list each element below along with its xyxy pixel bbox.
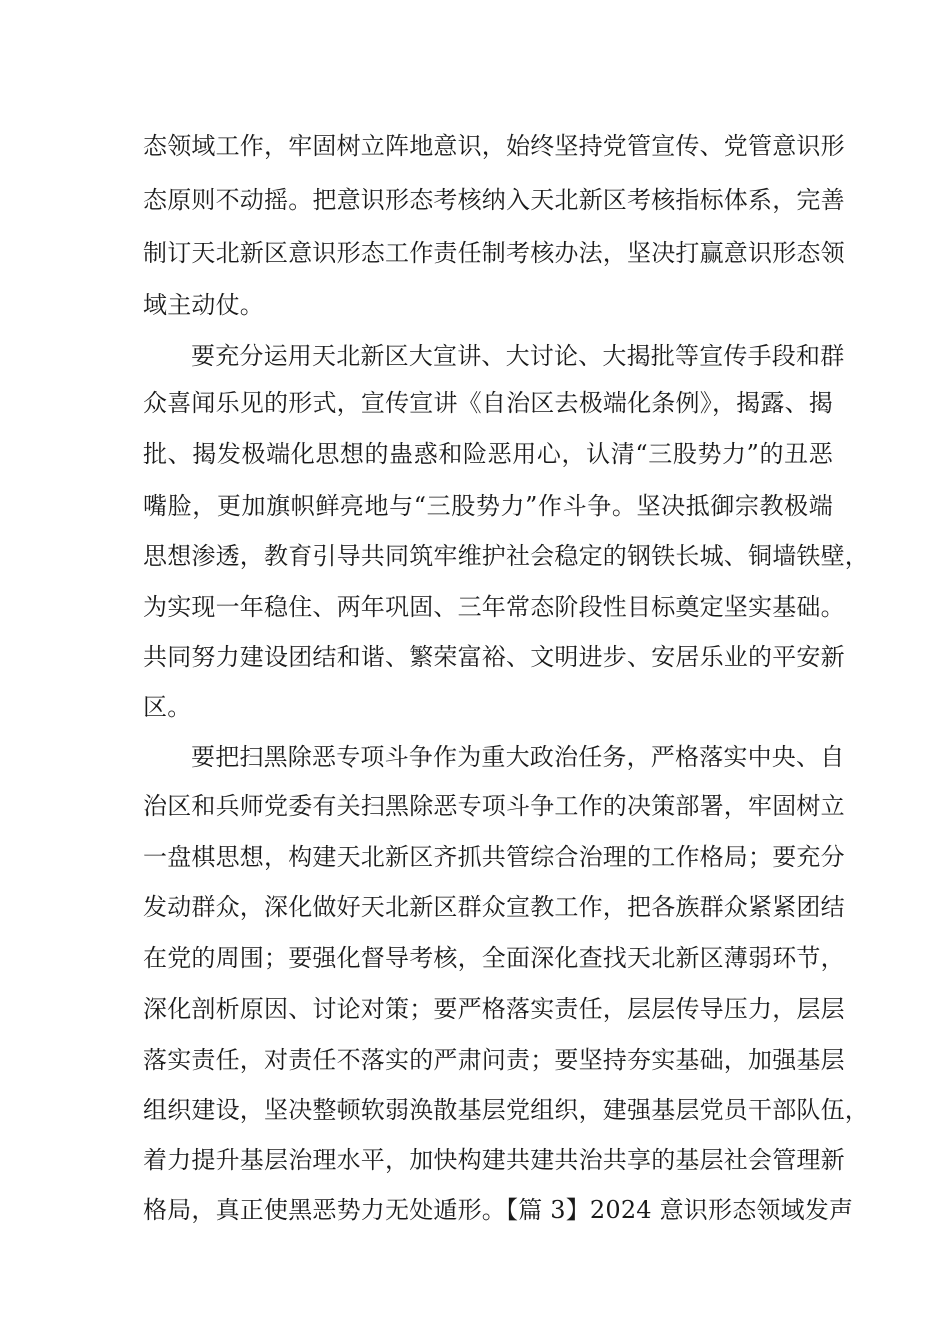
text-line: 落实责任，对责任不落实的严肃问责；要坚持夯实基础，加强基层 (143, 1046, 845, 1074)
text-line: 一盘棋思想，构建天北新区齐抓共管综合治理的工作格局；要充分 (143, 843, 845, 871)
text-line: 组织建设，坚决整顿软弱涣散基层党组织，建强基层党员干部队伍， (143, 1096, 869, 1124)
text-line: 批、揭发极端化思想的蛊惑和险恶用心，认清“三股势力”的丑恶 (143, 440, 833, 468)
text-line: 制订天北新区意识形态工作责任制考核办法，坚决打赢意识形态领 (143, 239, 845, 267)
text-line: 深化剖析原因、讨论对策；要严格落实责任，层层传导压力，层层 (143, 995, 845, 1023)
text-line: 嘴脸，更加旗帜鲜亮地与“三股势力”作斗争。坚决抵御宗教极端 (143, 492, 833, 520)
text-line: 态原则不动摇。把意识形态考核纳入天北新区考核指标体系，完善 (143, 186, 845, 214)
text-line: 格局，真正使黑恶势力无处遁形。【篇 3】2024 意识形态领域发声 (143, 1196, 854, 1224)
text-line: 治区和兵师党委有关扫黑除恶专项斗争工作的决策部署，牢固树立 (143, 792, 845, 820)
text-line: 态领域工作，牢固树立阵地意识，始终坚持党管宣传、党管意识形 (143, 132, 845, 160)
text-line: 思想渗透，教育引导共同筑牢维护社会稳定的钢铁长城、铜墙铁壁， (143, 542, 869, 570)
text-line: 众喜闻乐见的形式，宣传宣讲《自治区去极端化条例》，揭露、揭 (143, 389, 833, 417)
text-line: 在党的周围；要强化督导考核，全面深化查找天北新区薄弱环节， (143, 944, 845, 972)
text-line: 共同努力建设团结和谐、繁荣富裕、文明进步、安居乐业的平安新 (143, 643, 845, 671)
text-line: 发动群众，深化做好天北新区群众宣教工作，把各族群众紧紧团结 (143, 893, 845, 921)
text-line: 为实现一年稳住、两年巩固、三年常态阶段性目标奠定坚实基础。 (143, 593, 845, 621)
text-line: 要把扫黑除恶专项斗争作为重大政治任务，严格落实中央、自 (191, 743, 845, 771)
text-line: 域主动仗。 (143, 291, 264, 319)
text-line: 着力提升基层治理水平，加快构建共建共治共享的基层社会管理新 (143, 1146, 845, 1174)
text-line: 区。 (143, 693, 192, 721)
text-line: 要充分运用天北新区大宣讲、大讨论、大揭批等宣传手段和群 (191, 342, 845, 370)
